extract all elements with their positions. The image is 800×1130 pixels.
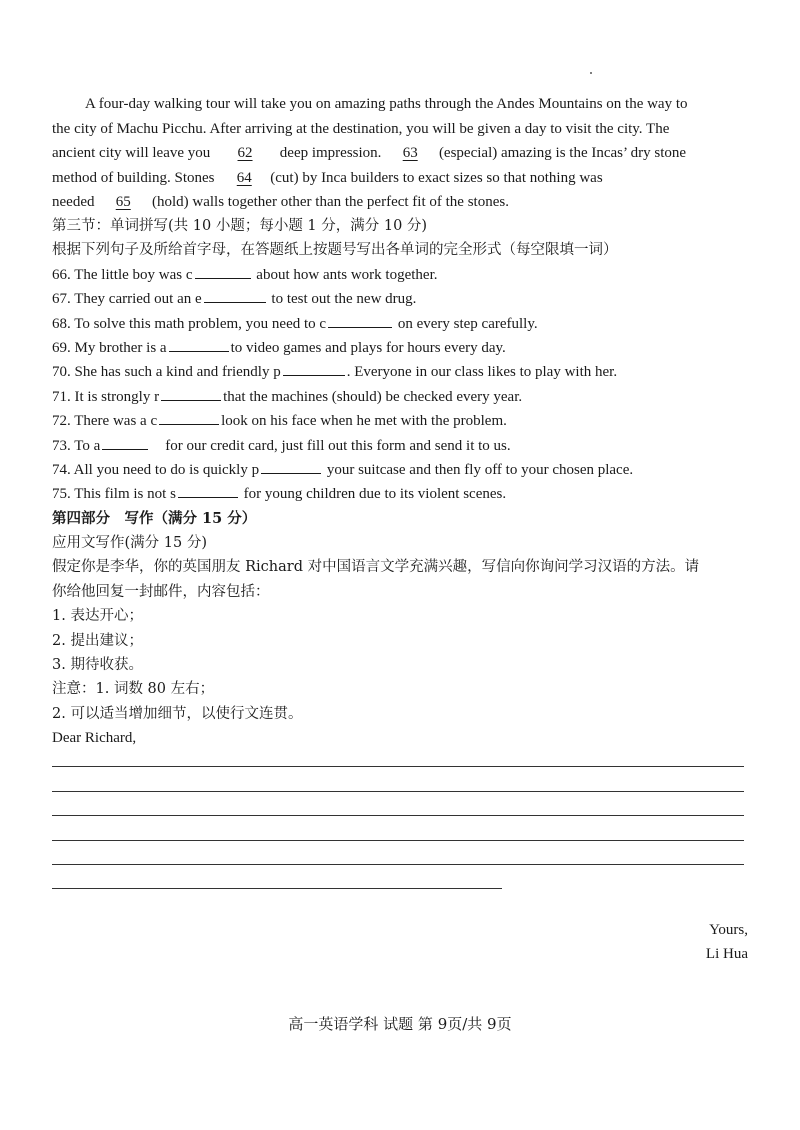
passage-line-4	[52, 166, 752, 191]
question-text: 73. To a	[52, 437, 101, 454]
answer-blank-69[interactable]	[169, 336, 229, 352]
question-67	[52, 287, 752, 311]
answer-blank-66[interactable]	[195, 263, 251, 279]
writing-line-5[interactable]	[52, 864, 744, 865]
answer-blank-73[interactable]	[102, 434, 148, 450]
question-text: 74. All you need to do is quickly p	[52, 461, 260, 478]
blank-65[interactable]: 65	[115, 194, 131, 210]
answer-blank-67[interactable]	[204, 287, 266, 303]
passage-text: (especial) amazing is the Incas’ dry stone	[438, 145, 687, 161]
section3-instruction: 根据下列句子及所给首字母，在答题纸上按题号写出各单词的完全形式（每空限填一词）	[52, 242, 618, 259]
question-text: 70. She has such a kind and friendly p	[52, 364, 281, 381]
question-66	[52, 263, 752, 287]
blank-63[interactable]: 63	[402, 145, 418, 161]
answer-blank-70[interactable]	[283, 360, 345, 376]
question-text: . Everyone in our class likes to play with her.	[346, 364, 618, 381]
question-70	[52, 360, 752, 384]
passage-text: (hold) walls together other than the perfect fit of the stones.	[151, 194, 509, 210]
question-text: for young children due to its violent scenes.	[243, 486, 507, 503]
page-footer: 高一英语学科 试题 第 9页/共 9页	[288, 1015, 512, 1033]
passage-line-3	[52, 141, 752, 166]
question-text: about how ants work together.	[256, 266, 438, 283]
writing-prompt-line-1: 假定你是李华，你的英国朋友 Richard 对中国语言文学充满兴趣，写信向你询问学习汉语的方法。请	[52, 559, 700, 576]
passage-text: ancient city will leave you	[52, 145, 211, 161]
question-69	[52, 336, 752, 360]
question-text: for our credit card, just fill out this form and send it to us.	[165, 437, 511, 454]
writing-point-1: 1. 表达开心；	[52, 608, 143, 625]
passage-line-1: A four-day walking tour will take you on amazing paths through the Andes Mountains on the way to	[85, 96, 688, 112]
answer-blank-75[interactable]	[178, 482, 238, 498]
question-text: that the machines (should) be checked every year.	[223, 388, 523, 405]
part4-title: 第四部分 写作（满分 15 分）	[52, 509, 257, 527]
question-text: look on his face when he met with the problem.	[221, 413, 507, 430]
question-74	[52, 458, 752, 482]
question-text: 75. This film is not s	[52, 486, 176, 503]
question-72	[52, 409, 752, 433]
writing-line-3[interactable]	[52, 815, 744, 816]
question-text: 68. To solve this math problem, you need to c	[52, 315, 327, 332]
passage-text: needed	[52, 194, 95, 210]
question-73	[52, 434, 752, 458]
part4-subtitle: 应用文写作(满分 15 分)	[52, 535, 207, 552]
question-75	[52, 482, 752, 506]
question-text: 69. My brother is a	[52, 339, 167, 356]
question-text: on every step carefully.	[397, 315, 538, 332]
answer-blank-74[interactable]	[261, 458, 321, 474]
writing-prompt-line-2: 你给他回复一封邮件，内容包括：	[52, 583, 270, 600]
passage-text: deep impression.	[279, 145, 382, 161]
passage-line-5	[52, 190, 752, 215]
passage-text: (cut) by Inca builders to exact sizes so that nothing was	[270, 169, 603, 186]
writing-line-4[interactable]	[52, 840, 744, 841]
passage-line-2: the city of Machu Picchu. After arriving at the destination, you will be given a day to visit the city. The	[52, 120, 670, 137]
reading-passage	[52, 92, 752, 215]
question-text: 72. There was a c	[52, 413, 158, 430]
question-text: 67. They carried out an e	[52, 291, 202, 308]
letter-closing: Yours,	[709, 922, 748, 938]
letter-signature: Li Hua	[705, 946, 748, 962]
question-text: to video games and plays for hours every day.	[230, 339, 506, 356]
answer-blank-71[interactable]	[161, 385, 221, 401]
answer-blank-72[interactable]	[159, 409, 219, 425]
questions-area	[52, 214, 752, 751]
writing-line-2[interactable]	[52, 791, 744, 792]
writing-line-1[interactable]	[52, 766, 744, 767]
writing-point-3: 3. 期待收获。	[52, 657, 143, 674]
answer-blank-68[interactable]	[328, 312, 392, 328]
question-text: to test out the new drug.	[271, 291, 417, 308]
scan-speck	[590, 72, 592, 74]
note-line-1: 注意：1. 词数 80 左右；	[52, 681, 215, 698]
passage-text: method of building. Stones	[52, 169, 215, 186]
question-text: 71. It is strongly r	[52, 388, 160, 405]
section3-title: 第三节：单词拼写(共 10 小题；每小题 1 分，满分 10 分)	[52, 218, 428, 234]
question-text: your suitcase and then fly off to your chosen place.	[326, 461, 634, 478]
question-68	[52, 312, 752, 336]
note-line-2: 2. 可以适当增加细节，以使行文连贯。	[52, 705, 303, 722]
question-text: 66. The little boy was c	[52, 266, 193, 283]
blank-62[interactable]: 62	[237, 145, 253, 161]
writing-line-6[interactable]	[52, 888, 502, 889]
question-71	[52, 385, 752, 409]
letter-salutation: Dear Richard,	[52, 730, 137, 747]
writing-point-2: 2. 提出建议；	[52, 632, 143, 649]
blank-64[interactable]: 64	[236, 169, 252, 186]
